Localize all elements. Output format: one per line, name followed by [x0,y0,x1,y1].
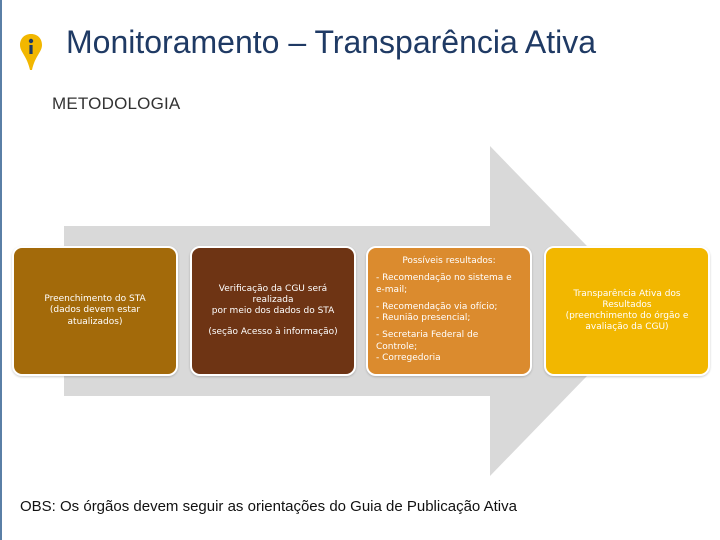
result-item: - Corregedoria [376,352,441,363]
step-text-line: (dados devem estar atualizados) [49,305,141,327]
page-title: Monitoramento – Transparência Ativa [66,24,597,60]
footer-note: OBS: Os órgãos devem seguir as orientações do Guia de Publicação Ativa [20,498,517,515]
step-text-line: por meio dos dados do STA [211,306,335,316]
step-text-line: (seção Acesso à informação) [208,327,338,338]
result-item: - Secretaria Federal de Controle; [376,330,479,352]
step-text-line: Preenchimento do STA [44,294,146,305]
result-item: - Reunião presencial; [376,313,471,323]
step-text-line: (preenchimento do órgão e [565,311,689,321]
step-active-transparency-results [544,246,710,376]
result-item: - Recomendação no sistema e e-mail; [376,273,512,295]
result-item: - Recomendação via ofício; [376,301,498,312]
section-subtitle: METODOLOGIA [52,94,181,113]
step-text-line: Verificação da CGU será realizada [218,283,328,305]
step-text-line: avaliação da CGU) [585,322,669,333]
step-possible-results [366,246,532,376]
step-text-line: Resultados [602,299,652,310]
step-text-line: Transparência Ativa dos [573,288,681,299]
step-cgu-verification [190,246,356,376]
step-fill-sta [12,246,178,376]
results-heading: Possíveis resultados: [402,256,496,266]
